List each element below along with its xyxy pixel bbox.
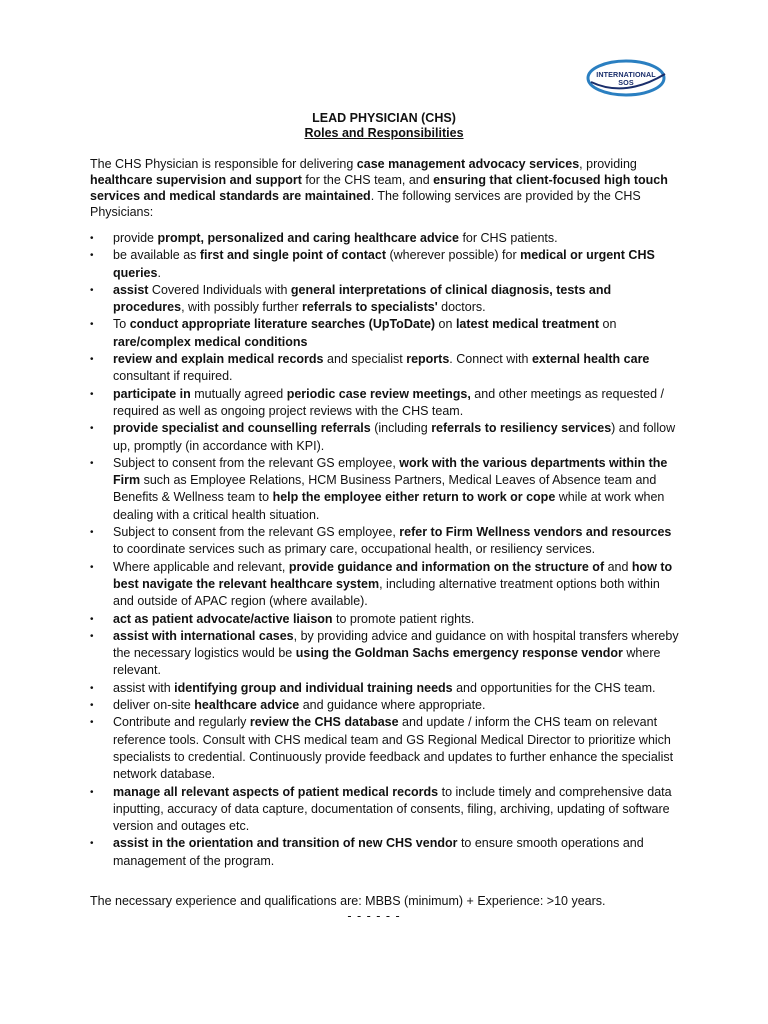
bullet-icon: • bbox=[90, 354, 94, 366]
text: for CHS patients. bbox=[458, 231, 558, 245]
bullet-icon: • bbox=[90, 388, 94, 400]
responsibilities-list bbox=[90, 230, 680, 870]
text: and opportunities for the CHS team. bbox=[452, 680, 656, 695]
bold-text: healthcare supervision and support bbox=[90, 173, 302, 187]
page-title: LEAD PHYSICIAN (CHS) bbox=[312, 111, 456, 125]
bullet-icon: • bbox=[90, 423, 94, 435]
bold-text: first and single point of contact bbox=[199, 248, 386, 263]
bold-text: manage all relevant aspects of patient medical records bbox=[113, 784, 439, 799]
bullet-icon: • bbox=[90, 630, 94, 642]
bullet-icon: • bbox=[90, 613, 94, 625]
bold-text: refer to Firm Wellness vendors and resources bbox=[399, 525, 672, 540]
bold-text: conduct appropriate literature searches (UpToDate) bbox=[129, 317, 436, 332]
text: provide bbox=[113, 231, 158, 245]
bold-text: identifying group and individual training needs bbox=[174, 680, 453, 695]
text: . bbox=[157, 265, 161, 280]
text: Subject to consent from the relevant GS employee, bbox=[113, 525, 400, 540]
text: to include timely and comprehensive data inputting, accuracy of data capture, documentation of consents, filing, archiving, updating of software version and outages etc. bbox=[113, 784, 672, 834]
text: on bbox=[435, 317, 456, 332]
text: and bbox=[604, 559, 632, 574]
bullet-icon: • bbox=[90, 561, 94, 573]
bold-text: provide specialist and counselling referrals bbox=[113, 421, 371, 436]
list-item bbox=[90, 247, 680, 282]
list-item bbox=[90, 611, 680, 628]
bullet-icon: • bbox=[90, 250, 94, 262]
bold-text: work with the various departments within the Firm bbox=[113, 455, 668, 488]
bold-text: review and explain medical records bbox=[113, 352, 324, 367]
text: ) and follow up, promptly (in accordance with KPI). bbox=[113, 421, 676, 453]
text: to ensure smooth operations and management of the program. bbox=[113, 836, 644, 868]
bold-text: referrals to resiliency services bbox=[431, 421, 612, 436]
end-marker: - - - - - - bbox=[347, 909, 401, 923]
text: to promote patient rights. bbox=[332, 611, 475, 626]
bold-text: participate in bbox=[113, 386, 191, 401]
text: doctors. bbox=[437, 300, 486, 315]
bold-text: using the Goldman Sachs emergency response vendor bbox=[295, 646, 623, 661]
bold-text: medical or urgent CHS queries bbox=[113, 248, 655, 280]
bullet-icon: • bbox=[90, 786, 94, 798]
bold-text: ensuring that client-focused high touch services and medical standards are maintained bbox=[90, 173, 668, 203]
bold-text: provide guidance and information on the structure of bbox=[288, 559, 605, 574]
list-item bbox=[90, 835, 680, 870]
text: , including alternative treatment options both within and outside of APAC region (where available). bbox=[113, 576, 660, 609]
text: mutually agreed bbox=[190, 386, 287, 401]
bullet-icon: • bbox=[90, 233, 94, 244]
text: . Connect with bbox=[449, 352, 532, 367]
international-sos-logo bbox=[585, 58, 671, 98]
bold-text: reports bbox=[406, 352, 450, 367]
logo-line-2: SOS bbox=[618, 78, 634, 87]
text: and guidance where appropriate. bbox=[299, 698, 486, 713]
text: and specialist bbox=[323, 352, 407, 367]
list-item bbox=[90, 680, 680, 697]
bold-text: assist in the orientation and transition of new CHS vendor bbox=[113, 836, 458, 851]
bold-text: case management advocacy services bbox=[356, 157, 580, 171]
list-item bbox=[90, 784, 680, 836]
list-item bbox=[90, 316, 680, 351]
text: (including bbox=[370, 421, 432, 436]
bold-text: healthcare advice bbox=[194, 698, 300, 713]
text: (wherever possible) for bbox=[386, 248, 521, 263]
text: on bbox=[599, 317, 617, 332]
bullet-icon: • bbox=[90, 838, 94, 850]
bold-text: external health care bbox=[531, 352, 650, 367]
bullet-icon: • bbox=[90, 717, 94, 729]
intro-paragraph bbox=[90, 156, 670, 220]
bold-text: general interpretations of clinical diagnosis, tests and procedures bbox=[113, 282, 612, 315]
list-item bbox=[90, 282, 680, 317]
list-item bbox=[90, 714, 680, 783]
text: . The following services are provided by the CHS Physicians: bbox=[90, 189, 641, 219]
list-item bbox=[90, 420, 680, 455]
list-item bbox=[90, 524, 680, 559]
bold-text: referrals to specialists' bbox=[301, 300, 438, 315]
list-item bbox=[90, 697, 680, 714]
bullet-icon: • bbox=[90, 527, 94, 539]
text: deliver on-site bbox=[113, 698, 195, 713]
text: and other meetings as requested / required as well as ongoing project reviews with the CHS team. bbox=[113, 386, 664, 418]
bold-text: prompt, personalized and caring healthcare advice bbox=[157, 231, 459, 245]
text: for the CHS team, and bbox=[301, 173, 434, 187]
text: Where applicable and relevant, bbox=[113, 559, 289, 574]
text: Covered Individuals with bbox=[148, 282, 291, 297]
document-heading bbox=[0, 111, 768, 141]
text: be available as bbox=[113, 248, 200, 263]
bullet-icon: • bbox=[90, 457, 94, 469]
text: , by providing advice and guidance on with hospital transfers whereby the necessary logistics would be bbox=[113, 628, 679, 661]
text: Subject to consent from the relevant GS employee, bbox=[113, 455, 400, 470]
list-item bbox=[90, 230, 680, 247]
qualifications-statement: The necessary experience and qualifications are: MBBS (minimum) + Experience: >10 years. bbox=[90, 894, 606, 908]
text: while at work when dealing with a critical health situation. bbox=[113, 490, 665, 522]
bullet-icon: • bbox=[90, 700, 94, 712]
text: where relevant. bbox=[113, 646, 661, 678]
text: consultant if required. bbox=[113, 369, 233, 384]
text: To bbox=[113, 317, 130, 332]
text: such as Employee Relations, HCM Business Partners, Medical Leaves of Absence team and Benefits & Wellness team to bbox=[113, 473, 657, 505]
text: and update / inform the CHS team on relevant reference tools. Consult with CHS medical team and GS Regional Medical Director to prioritize which specialists to credential. Continuously provide feedback and updates to further enhance the specialist network database. bbox=[113, 715, 674, 782]
text: The CHS Physician is responsible for delivering bbox=[90, 157, 357, 171]
bullet-icon: • bbox=[90, 682, 94, 694]
bullet-icon: • bbox=[90, 319, 94, 331]
text: , with possibly further bbox=[181, 300, 302, 315]
bold-text: review the CHS database bbox=[249, 715, 399, 730]
bold-text: assist with international cases bbox=[113, 628, 294, 643]
list-item bbox=[90, 628, 680, 680]
text: , providing bbox=[579, 157, 637, 171]
bold-text: rare/complex medical conditions bbox=[113, 334, 308, 349]
text: assist with bbox=[113, 680, 175, 695]
bullet-icon: • bbox=[90, 284, 94, 296]
bold-text: act as patient advocate/active liaison bbox=[113, 611, 333, 626]
list-item bbox=[90, 351, 680, 386]
bold-text: periodic case review meetings, bbox=[286, 386, 471, 401]
text: to coordinate services such as primary care, occupational health, or resiliency services. bbox=[113, 542, 596, 557]
bold-text: assist bbox=[113, 282, 149, 297]
logo-line-1: INTERNATIONAL bbox=[596, 70, 656, 79]
page-subtitle: Roles and Responsibilities bbox=[304, 126, 464, 140]
bold-text: latest medical treatment bbox=[455, 317, 600, 332]
bold-text: help the employee either return to work or cope bbox=[272, 490, 556, 505]
list-item bbox=[90, 386, 680, 421]
logo-text bbox=[591, 71, 661, 87]
list-item bbox=[90, 559, 680, 611]
text: Contribute and regularly bbox=[113, 715, 250, 730]
list-item bbox=[90, 455, 680, 524]
bold-text: how to best navigate the relevant healthcare system bbox=[113, 559, 673, 591]
